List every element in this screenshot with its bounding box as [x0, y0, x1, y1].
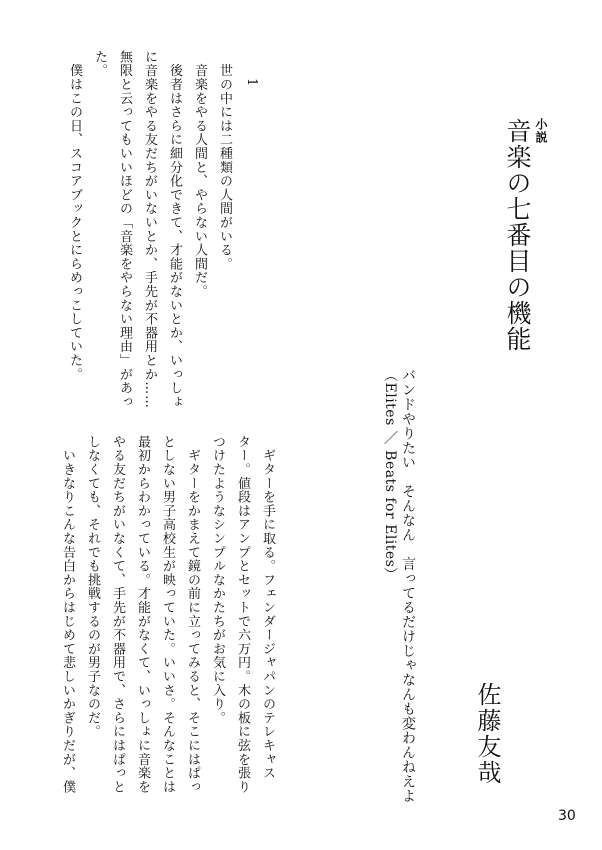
- body-line: やる友だちがいなくて、手先が不器用で、さらにはぱっと: [110, 435, 125, 794]
- body-line: いきなりこんな告白からはじめて悲しいかぎりだが、僕: [60, 435, 75, 794]
- body-line: た。: [92, 50, 107, 78]
- body-line: としない男子高校生が映っていた。いいさ。そんなことは: [160, 435, 175, 794]
- body-text-lower: [55, 435, 280, 794]
- epigraph-text: バンドやりたい そんなん 言ってるだけじゃなんも変わんねえよ: [400, 368, 416, 803]
- body-line: しなくても、それでも挑戦するのが男子なのだ。: [85, 435, 100, 739]
- section-number: 1: [244, 78, 259, 87]
- body-line: 僕はこの日、スコアブックとにらめっこしていた。: [67, 50, 82, 382]
- body-line: 世の中には二種類の人間がいる。: [217, 50, 232, 271]
- body-line: 音楽をやる人間と、やらない人間だ。: [192, 50, 207, 299]
- epigraph-credit: （Elites ／ Beats for Elites）: [382, 368, 398, 582]
- category-label: 小説: [534, 118, 548, 144]
- body-line: 最初からわかっている。才能がなくて、いっしょに音楽を: [135, 435, 150, 794]
- body-line: 後者はさらに細分化できて、才能がないとか、いっしょ: [167, 50, 182, 409]
- body-line: ギターを手に取る。フェンダージャパンのテレキャス: [260, 435, 275, 780]
- body-line: ギターをかまえて鏡の前に立ってみると、そこにはぱっ: [185, 435, 200, 794]
- body-line: ター。値段はアンプとセットで六万円。木の板に弦を張り: [235, 435, 250, 794]
- page-number: 30: [558, 808, 576, 824]
- body-line: に音楽をやる友だちがいないとか、手先が不器用とか……: [142, 50, 157, 409]
- story-title: 音楽の七番目の機能: [503, 118, 532, 352]
- epigraph: [381, 368, 417, 803]
- body-line: 無限と云ってもいいほどの「音楽をやらない理由」があっ: [117, 50, 132, 409]
- author-name: 佐藤友哉: [473, 682, 501, 786]
- body-text-upper: [62, 50, 237, 409]
- body-line: つけたようなシンプルなかたちがお気に入り。: [210, 435, 225, 725]
